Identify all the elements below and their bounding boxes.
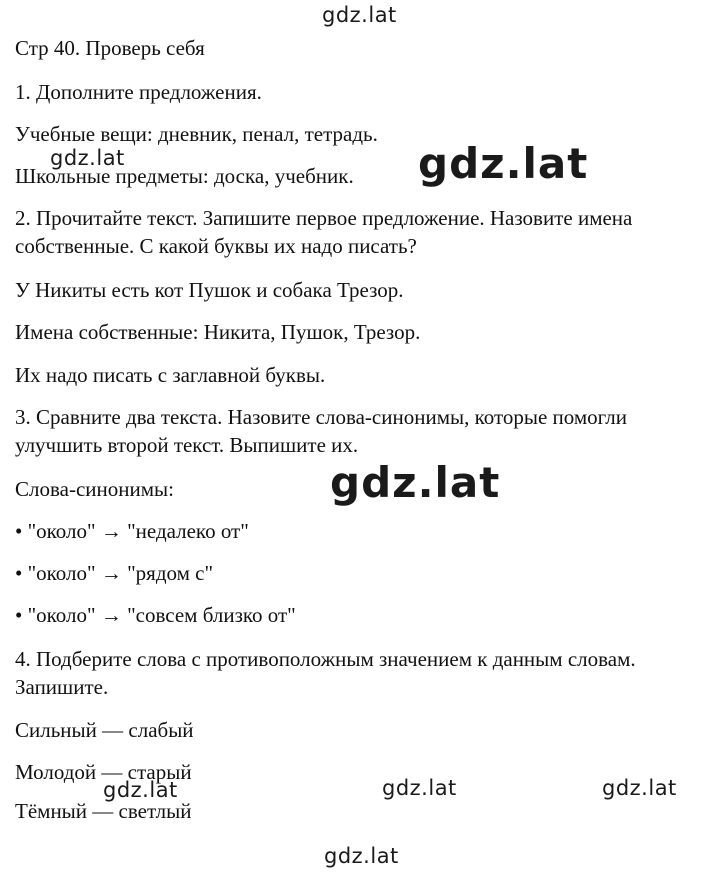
question-1-title: 1. Дополните предложения. <box>15 80 262 104</box>
question-1-answer-2: Школьные предметы: доска, учебник. <box>15 164 354 188</box>
question-2-rule: Их надо писать с заглавной буквы. <box>15 363 326 387</box>
watermark-bottom-left: gdz.lat <box>103 778 178 802</box>
question-4-title-line-2: Запишите. <box>15 675 109 699</box>
synonym-item: • "около" → "совсем близко от" <box>15 603 296 627</box>
question-4-title-line-1: 4. Подберите слова с противоположным значением к данным словам. <box>15 647 636 671</box>
watermark-large-upper: gdz.lat <box>418 139 589 188</box>
watermark-large-middle: gdz.lat <box>330 458 501 507</box>
question-3-title-line-2: улучшить второй текст. Выпишите их. <box>15 433 359 457</box>
question-2-sentence: У Никиты есть кот Пушок и собака Трезор. <box>15 278 404 302</box>
antonym-pair: Тёмный — светлый <box>15 799 192 823</box>
antonym-pair: Молодой — старый <box>15 760 192 784</box>
question-3-title-line-1: 3. Сравните два текста. Назовите слова-синонимы, которые помогли <box>15 405 627 429</box>
watermark-left-upper: gdz.lat <box>50 146 125 170</box>
watermark-bottom-center: gdz.lat <box>382 776 457 800</box>
antonym-pair: Сильный — слабый <box>15 718 194 742</box>
watermark-footer: gdz.lat <box>324 844 399 868</box>
question-2-title-line-2: собственные. С какой буквы их надо писать? <box>15 234 417 258</box>
question-1-answer-1: Учебные вещи: дневник, пенал, тетрадь. <box>15 122 378 146</box>
watermark-top: gdz.lat <box>322 3 397 27</box>
synonym-item: • "около" → "рядом с" <box>15 561 214 585</box>
synonym-item: • "около" → "недалеко от" <box>15 519 249 543</box>
question-2-proper-names: Имена собственные: Никита, Пушок, Трезор. <box>15 320 421 344</box>
question-2-title-line-1: 2. Прочитайте текст. Запишите первое предложение. Назовите имена <box>15 206 633 230</box>
watermark-bottom-right: gdz.lat <box>602 776 677 800</box>
question-3-heading: Слова-синонимы: <box>15 477 174 501</box>
page-title: Стр 40. Проверь себя <box>15 36 205 60</box>
